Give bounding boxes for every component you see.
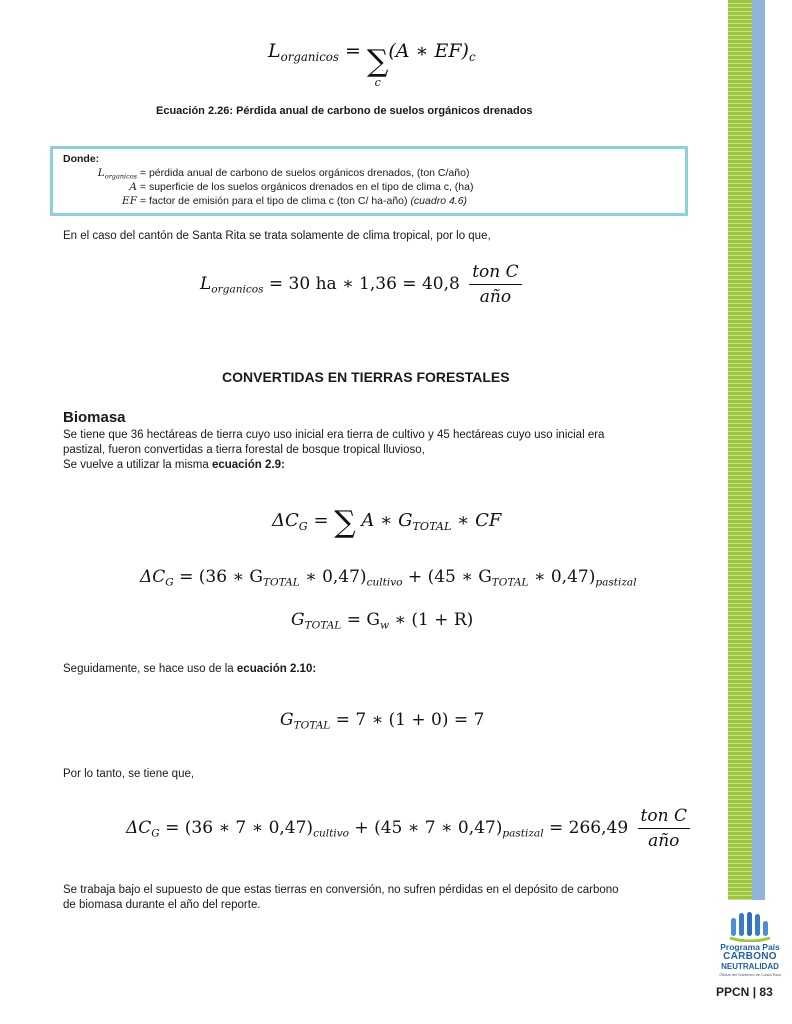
paragraph-supuesto: Se trabaja bajo el supuesto de que estas tierras en conversión, no sufren pérdidas en el depósito de carbono de biomasa durante el año del reporte. [63, 884, 619, 911]
definition-row: $L_{organicos}$ = pérdida anual de carbono de suelos orgánicos drenados, (ton C/año) [97, 167, 470, 181]
page-footer: PPCN | 83 [716, 985, 773, 999]
paragraph-seguidamente: Seguidamente, se hace uso de la ecuación 2.10: [63, 663, 317, 675]
side-stripe-green [728, 0, 752, 900]
definition-row: EF = factor de emisión para el tipo de clima c (ton C/ ha-año) (cuadro 4.6) [122, 195, 468, 207]
equation-delta-cg-result: $\Delta C_G = (36$ ∗ 7 ∗ $0,47)_{cultivo} + (45$ ∗ 7 ∗ $0,47)_{pastizal} = 266,49$ $\frac{\text{ton C}}{\text{año}}$ [126, 806, 694, 851]
equation-organicos-result: $L_{organicos} = 30$ ha ∗ 1,36 = 40,8 $\frac{\text{ton C}}{\text{año}}$ [200, 262, 526, 307]
equation-2-9: $\Delta C_G$ = ∑ A ∗ $G_{TOTAL}$ ∗ CF [272, 505, 502, 540]
paragraph-biomasa: Se tiene que 36 hectáreas de tierra cuyo uso inicial era tierra de cultivo y 45 hectáreas cuyo uso inicial era pastizal, fueron convertidas a tierra forestal de bosque tropical lluvioso, Se vuelve a utilizar la misma ecuación 2.9: [63, 429, 605, 471]
equation-caption: Ecuación 2.26: Pérdida anual de carbono de suelos orgánicos drenados [156, 105, 533, 117]
side-stripe-blue [752, 0, 765, 900]
definitions-title: Donde: [63, 153, 100, 165]
page-number: 83 [759, 985, 773, 999]
paragraph-por-lo-tanto: Por lo tanto, se tiene que, [63, 768, 195, 780]
section-heading: CONVERTIDAS EN TIERRAS FORESTALES [222, 369, 510, 385]
equation-delta-cg-expanded: $\Delta C_G = (36$ ∗ $G_{TOTAL}$ ∗ $0,47)_{cultivo} + (45$ ∗ $G_{TOTAL}$ ∗ $0,47)_{pastizal}$ [140, 567, 637, 589]
equation-2-26: $L_{organicos}$ = ∑ c (A ∗ $EF)_c$ [268, 40, 476, 89]
paragraph-santa-rita: En el caso del cantón de Santa Rita se trata solamente de clima tropical, por lo que, [63, 230, 491, 242]
definition-row: A = superficie de los suelos orgánicos drenados en el tipo de clima c, (ha) [129, 181, 474, 193]
equation-g-total: $G_{TOTAL} = G_w$ ∗ (1 + R) [291, 610, 474, 632]
equation-g-total-value: $G_{TOTAL} = 7$ ∗ (1 + 0) = 7 [280, 710, 485, 732]
logo-text: Programa País CARBONO NEUTRALIDAD Oficial del Gobierno de Costa Rica [719, 942, 781, 977]
definitions-box [50, 146, 688, 216]
hand-logo-icon [727, 912, 773, 942]
subheading-biomasa: Biomasa [63, 409, 126, 426]
